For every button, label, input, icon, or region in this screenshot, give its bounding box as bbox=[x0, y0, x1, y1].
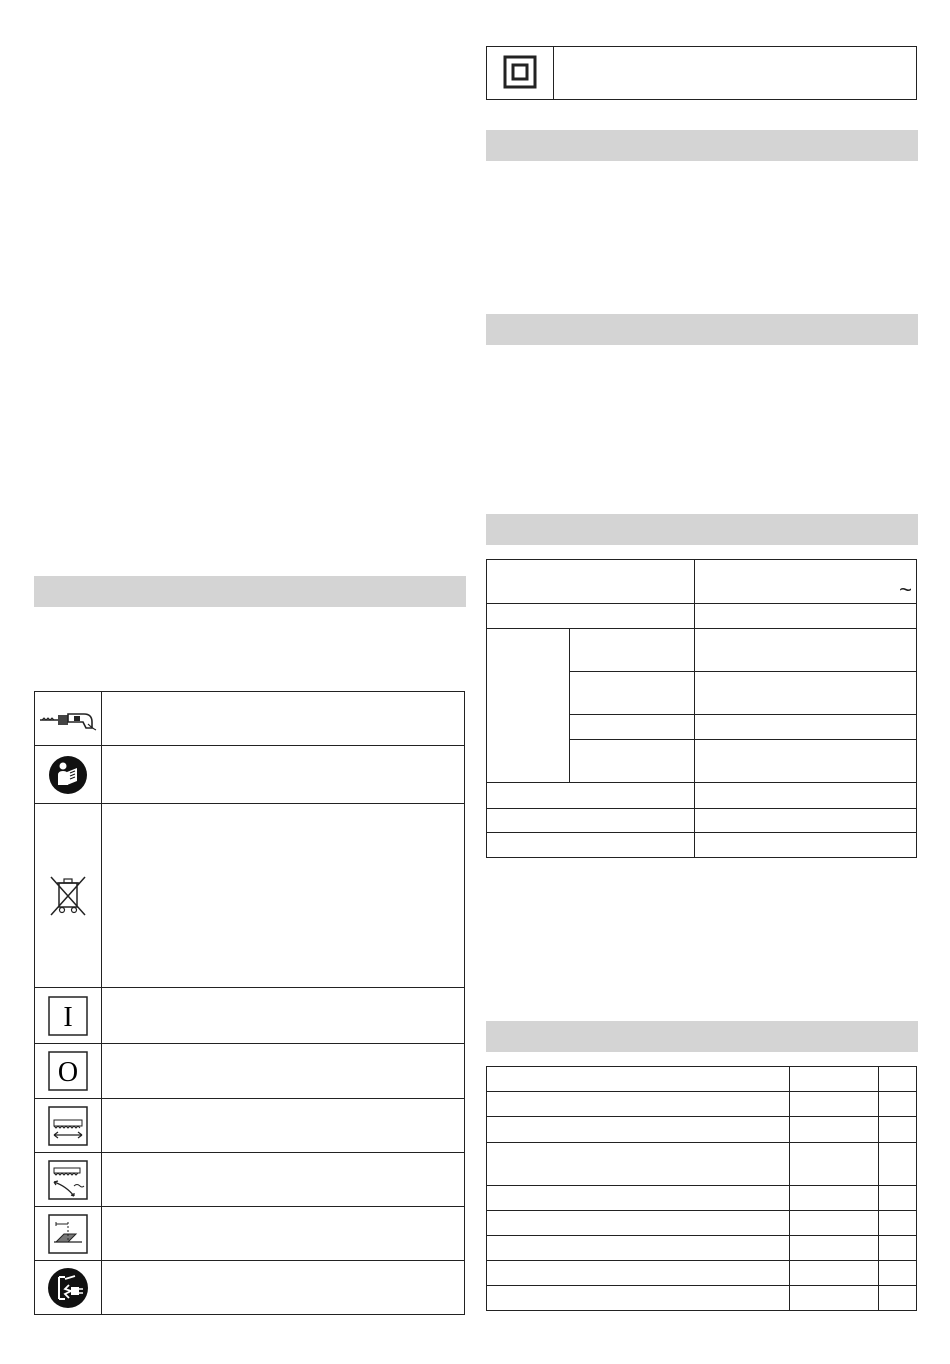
symbol-cell bbox=[35, 746, 102, 804]
table-cell bbox=[487, 1186, 790, 1211]
symbol-cell bbox=[35, 1207, 102, 1261]
table-cell bbox=[694, 672, 916, 715]
symbol-cell bbox=[35, 1044, 102, 1099]
symbol-description bbox=[102, 1261, 465, 1315]
unplug-icon bbox=[35, 1267, 101, 1309]
table-cell bbox=[790, 1236, 879, 1261]
table-cell bbox=[487, 1236, 790, 1261]
symbol-cell bbox=[35, 692, 102, 746]
symbol-cell bbox=[35, 1099, 102, 1153]
table-row bbox=[487, 1186, 917, 1211]
table-cell bbox=[879, 1286, 917, 1311]
table-cell bbox=[879, 1092, 917, 1117]
table-cell bbox=[879, 1117, 917, 1143]
symbol-description bbox=[102, 1153, 465, 1207]
table-cell bbox=[569, 672, 694, 715]
table-row bbox=[487, 1286, 917, 1311]
table-cell bbox=[487, 783, 695, 809]
table-cell bbox=[790, 1286, 879, 1311]
table-cell bbox=[694, 740, 916, 783]
table-row bbox=[487, 1261, 917, 1286]
table-row bbox=[487, 809, 917, 833]
table-row bbox=[35, 692, 465, 746]
symbols-table bbox=[34, 691, 465, 1315]
table-row bbox=[487, 560, 917, 604]
table-row bbox=[35, 804, 465, 988]
table-cell bbox=[790, 1186, 879, 1211]
double-insulation-icon bbox=[503, 78, 537, 92]
symbol-description bbox=[102, 1044, 465, 1099]
table-row bbox=[487, 1236, 917, 1261]
table-cell bbox=[694, 715, 916, 740]
table-cell bbox=[487, 1286, 790, 1311]
switch-off-icon bbox=[35, 1051, 101, 1091]
table-cell bbox=[879, 1186, 917, 1211]
noise-vibration-table bbox=[486, 1066, 917, 1311]
table-row bbox=[487, 1143, 917, 1186]
table-row bbox=[35, 1153, 465, 1207]
symbol-description bbox=[102, 692, 465, 746]
table-row bbox=[35, 1207, 465, 1261]
symbol-description bbox=[102, 1099, 465, 1153]
table-cell bbox=[569, 629, 694, 672]
table-cell bbox=[487, 1067, 790, 1092]
reciprocating-saw-icon bbox=[35, 704, 101, 734]
symbol-description bbox=[102, 988, 465, 1044]
table-cell bbox=[790, 1067, 879, 1092]
table-cell bbox=[487, 560, 695, 604]
table-cell bbox=[790, 1143, 879, 1186]
cutting-depth-icon bbox=[35, 1214, 101, 1254]
table-row bbox=[487, 833, 917, 858]
symbol-description bbox=[554, 47, 917, 100]
table-row bbox=[35, 746, 465, 804]
table-cell bbox=[487, 1143, 790, 1186]
table-cell bbox=[569, 715, 694, 740]
table-cell bbox=[790, 1261, 879, 1286]
table-row bbox=[487, 1092, 917, 1117]
table-cell bbox=[879, 1261, 917, 1286]
svg-text:O: O bbox=[57, 1057, 79, 1088]
table-cell bbox=[694, 629, 916, 672]
table-cell bbox=[487, 629, 570, 783]
table-cell bbox=[694, 560, 916, 604]
table-row bbox=[487, 629, 917, 672]
symbol-description bbox=[102, 1207, 465, 1261]
table-row bbox=[487, 1211, 917, 1236]
table-row bbox=[35, 1099, 465, 1153]
table-cell bbox=[694, 809, 916, 833]
table-cell bbox=[790, 1117, 879, 1143]
section-header-noise-vibration bbox=[486, 1021, 918, 1052]
ac-symbol: ~ bbox=[899, 577, 912, 602]
symbol-cell bbox=[35, 1261, 102, 1315]
symbol-cell bbox=[35, 804, 102, 988]
svg-text:I: I bbox=[63, 1001, 73, 1033]
section-header-technical-data bbox=[486, 514, 918, 545]
table-cell bbox=[569, 740, 694, 783]
table-row bbox=[35, 988, 465, 1044]
section-header-symbols bbox=[34, 576, 466, 607]
table-cell bbox=[487, 1092, 790, 1117]
table-row bbox=[487, 1067, 917, 1092]
table-cell bbox=[487, 1117, 790, 1143]
crossed-out-bin-icon bbox=[35, 873, 101, 919]
symbol-cell bbox=[35, 988, 102, 1044]
table-cell bbox=[487, 1211, 790, 1236]
section-header-2 bbox=[486, 314, 918, 345]
table-cell bbox=[694, 604, 916, 629]
table-row bbox=[35, 1044, 465, 1099]
table-cell bbox=[487, 809, 695, 833]
table-cell bbox=[694, 833, 916, 858]
table-cell bbox=[790, 1211, 879, 1236]
table-cell bbox=[879, 1236, 917, 1261]
table-cell bbox=[879, 1143, 917, 1186]
table-cell bbox=[487, 1261, 790, 1286]
table-row bbox=[487, 47, 917, 100]
section-header-1 bbox=[486, 130, 918, 161]
straight-cut-icon bbox=[35, 1106, 101, 1146]
symbol-description bbox=[102, 804, 465, 988]
table-row bbox=[487, 604, 917, 629]
symbol-description bbox=[102, 746, 465, 804]
table-cell bbox=[694, 783, 916, 809]
orbital-cut-icon bbox=[35, 1160, 101, 1200]
table-row bbox=[487, 1117, 917, 1143]
switch-on-icon bbox=[35, 996, 101, 1036]
table-cell bbox=[487, 833, 695, 858]
symbol-cell bbox=[35, 1153, 102, 1207]
technical-data-table bbox=[486, 559, 917, 858]
table-row bbox=[35, 1261, 465, 1315]
table-cell bbox=[879, 1067, 917, 1092]
symbol-cell bbox=[487, 47, 554, 100]
table-cell bbox=[487, 604, 695, 629]
table-row bbox=[487, 783, 917, 809]
read-manual-icon bbox=[35, 755, 101, 795]
class-ii-table bbox=[486, 46, 917, 100]
table-cell bbox=[879, 1211, 917, 1236]
table-cell bbox=[790, 1092, 879, 1117]
